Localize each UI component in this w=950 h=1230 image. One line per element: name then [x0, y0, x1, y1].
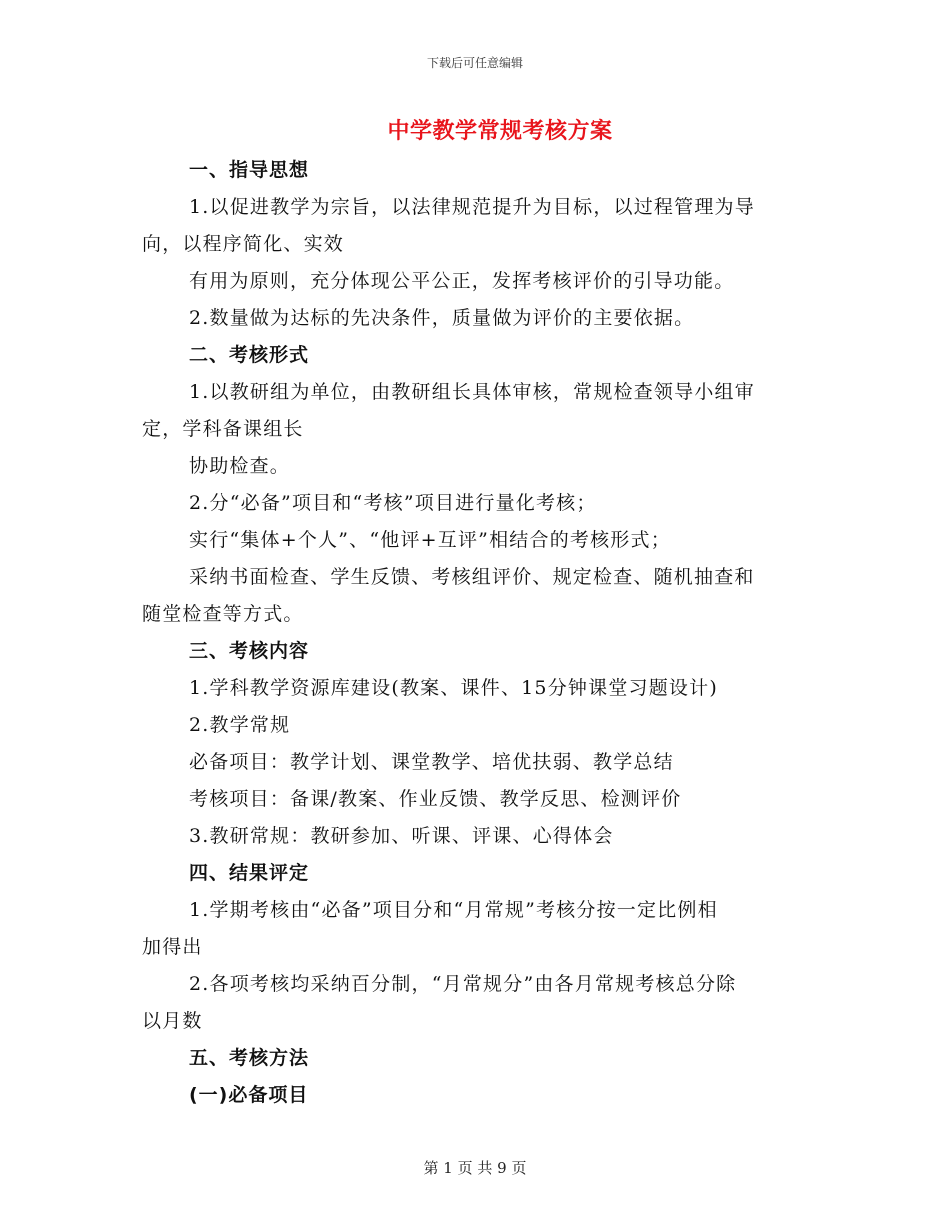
body-line-1: 一、指导思想: [189, 159, 310, 181]
body-line-22: 加得出: [142, 936, 203, 958]
body-line-3: 向，以程序简化、实效: [142, 233, 345, 255]
body-line-5: 2.数量做为达标的先决条件，质量做为评价的主要依据。: [189, 307, 695, 329]
body-line-18: 考核项目：备课/教案、作业反馈、教学反思、检测评价: [189, 788, 682, 810]
body-line-17: 必备项目：教学计划、课堂教学、培优扶弱、教学总结: [189, 751, 674, 773]
body-line-13: 随堂检查等方式。: [142, 603, 304, 625]
body-line-26: (一)必备项目: [189, 1084, 309, 1106]
body-line-24: 以月数: [142, 1010, 203, 1032]
body-line-15: 1.学科教学资源库建设(教案、课件、15分钟课堂习题设计): [189, 677, 718, 699]
body-line-2: 1.以促进教学为宗旨，以法律规范提升为目标，以过程管理为导: [189, 196, 755, 218]
body-line-6: 二、考核形式: [189, 344, 310, 366]
body-line-10: 2.分“必备”项目和“考核”项目进行量化考核；: [189, 492, 597, 514]
body-line-16: 2.教学常规: [189, 714, 291, 736]
header-note: 下载后可任意编辑: [426, 56, 523, 70]
body-line-14: 三、考核内容: [189, 640, 310, 662]
body-line-19: 3.教研常规：教研参加、听课、评课、心得体会: [189, 825, 614, 847]
body-line-11: 实行“集体+个人”、“他评+互评”相结合的考核形式；: [189, 529, 671, 551]
body-line-21: 1.学期考核由“必备”项目分和“月常规”考核分按一定比例相: [189, 899, 718, 921]
page-number-footer: 第 1 页 共 9 页: [423, 1159, 527, 1177]
body-line-8: 定，学科备课组长: [142, 418, 304, 440]
body-line-12: 采纳书面检查、学生反馈、考核组评价、规定检查、随机抽查和: [189, 566, 755, 588]
body-line-20: 四、结果评定: [189, 862, 310, 884]
body-line-4: 有用为原则，充分体现公平公正，发挥考核评价的引导功能。: [189, 270, 735, 292]
body-line-9: 协助检查。: [189, 455, 291, 477]
document-body: [142, 152, 810, 1114]
body-line-23: 2.各项考核均采纳百分制，“月常规分”由各月常规考核总分除: [189, 973, 737, 995]
body-line-25: 五、考核方法: [189, 1047, 310, 1069]
document-title: 中学教学常规考核方案: [387, 118, 613, 144]
body-line-7: 1.以教研组为单位，由教研组长具体审核，常规检查领导小组审: [189, 381, 755, 403]
